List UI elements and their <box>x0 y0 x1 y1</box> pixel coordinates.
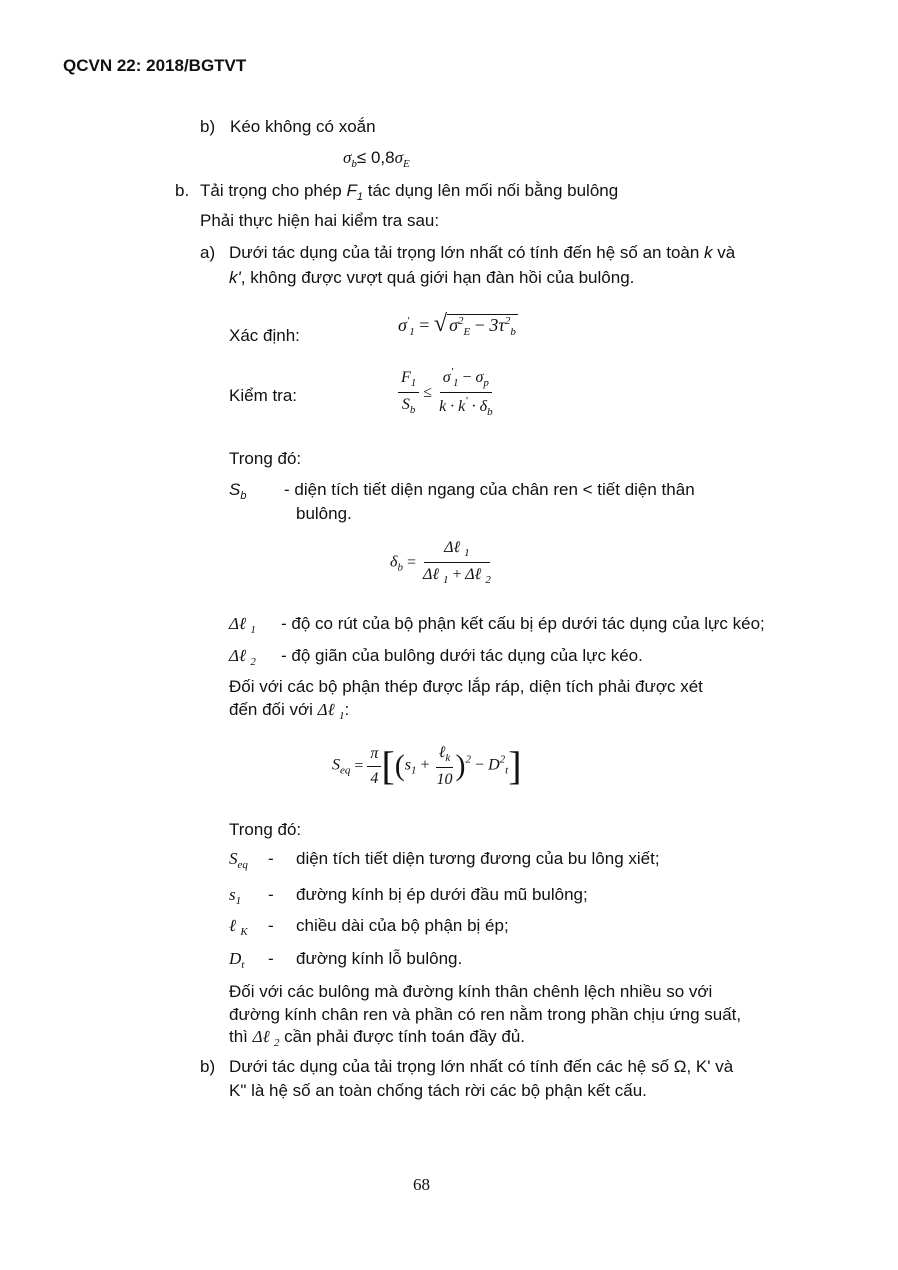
dl2-symbol: Δℓ $_2$ <box>229 646 256 668</box>
bolt-paragraph-line3: thì Δℓ $_2$ cần phải được tính toán đầy đủ. <box>229 1027 526 1049</box>
steel-paragraph-line1: Đối với các bộ phận thép được lắp ráp, diện tích phải được xét <box>229 677 703 696</box>
check-b-line2: K" là hệ số an toàn chống tách rời các bộ phận kết cấu. <box>229 1081 647 1100</box>
sb-desc-line1: - diện tích tiết diện ngang của chân ren < tiết diện thân <box>284 480 695 499</box>
where-label-2: Trong đó: <box>229 820 302 839</box>
def-dt-desc: đường kính lỗ bulông. <box>296 949 463 968</box>
determine-label: Xác định: <box>229 326 300 345</box>
determine-formula: $\sigma'_1$ = √ $\sigma^2_E - 3\tau^2_b$ <box>398 311 516 338</box>
check-a-line2: k', không được vượt quá giới hạn đàn hồi của bulông. <box>229 268 635 287</box>
def-seq-desc: diện tích tiết diện tương đương của bu lông xiết; <box>296 849 660 868</box>
sb-desc-line2: bulông. <box>296 504 352 523</box>
steel-paragraph-line2: đến đối với Δℓ $_1$: <box>229 700 350 722</box>
dl1-symbol: Δℓ $_1$ <box>229 614 256 636</box>
item-marker: b) <box>200 117 216 136</box>
def-s1-desc: đường kính bị ép dưới đầu mũ bulông; <box>296 885 588 904</box>
dl2-desc: - độ giãn của bulông dưới tác dụng của lực kéo. <box>281 646 643 665</box>
page-number: 68 <box>413 1175 430 1194</box>
check-a-marker: a) <box>200 243 216 262</box>
section-intro: Phải thực hiện hai kiểm tra sau: <box>200 211 440 230</box>
def-dash: - <box>268 885 274 904</box>
def-dash: - <box>268 849 274 868</box>
where-label: Trong đó: <box>229 449 302 468</box>
check-formula: $\frac{F_1}{S_b}$ ≤ $\frac{\sigma'_1 - \sigma_p}{k \cdot k' \cdot \delta_b}$ <box>398 366 496 419</box>
document-code-header: QCVN 22: 2018/BGTVT <box>63 56 247 75</box>
section-marker: b. <box>175 181 190 200</box>
dt-symbol: $D_t$ <box>229 949 245 971</box>
delta-b-formula: $\delta_b$ = $\frac{\Delta\ell _1}{\Delta\ell _1 + \Delta\ell _2}$ <box>390 539 491 587</box>
def-lk-desc: chiều dài của bộ phận bị ép; <box>296 916 509 935</box>
s1-symbol: $s_1$ <box>229 885 242 907</box>
bolt-paragraph-line2: đường kính chân ren và phần có ren nằm trong phần chịu ứng suất, <box>229 1005 742 1024</box>
dl1-desc: - độ co rút của bộ phận kết cấu bị ép dưới tác dụng của lực kéo; <box>281 614 765 633</box>
lk-symbol: ℓ $_K$ <box>229 916 248 938</box>
check-a-line1: Dưới tác dụng của tải trọng lớn nhất có tính đến hệ số an toàn k và <box>229 243 736 262</box>
bolt-paragraph-line1: Đối với các bulông mà đường kính thân chênh lệch nhiều so với <box>229 982 713 1001</box>
item-text: Kéo không có xoắn <box>230 117 376 136</box>
check-b-marker: b) <box>200 1057 216 1076</box>
sb-symbol: $S_b$ <box>229 480 247 502</box>
check-b-line1: Dưới tác dụng của tải trọng lớn nhất có tính đến các hệ số Ω, K' và <box>229 1057 734 1076</box>
seq-formula: $S_{eq}$ = $\frac{\pi}{4}$ [($s_1$ + $\frac{\ell_k}{10}$ )$^2 - D^2_t$] <box>332 743 522 788</box>
def-dash: - <box>268 949 274 968</box>
seq-symbol: $S_{eq}$ <box>229 849 248 871</box>
formula-rhs: ≤ 0,8 <box>356 148 395 167</box>
section-title: Tải trọng cho phép $F_1$ tác dụng lên mối nối bằng bulông <box>200 181 619 203</box>
formula-sigma-b: $\sigma_b\le 0,8\sigma_E$ <box>343 148 410 170</box>
def-dash: - <box>268 916 274 935</box>
check-label: Kiểm tra: <box>229 386 298 405</box>
